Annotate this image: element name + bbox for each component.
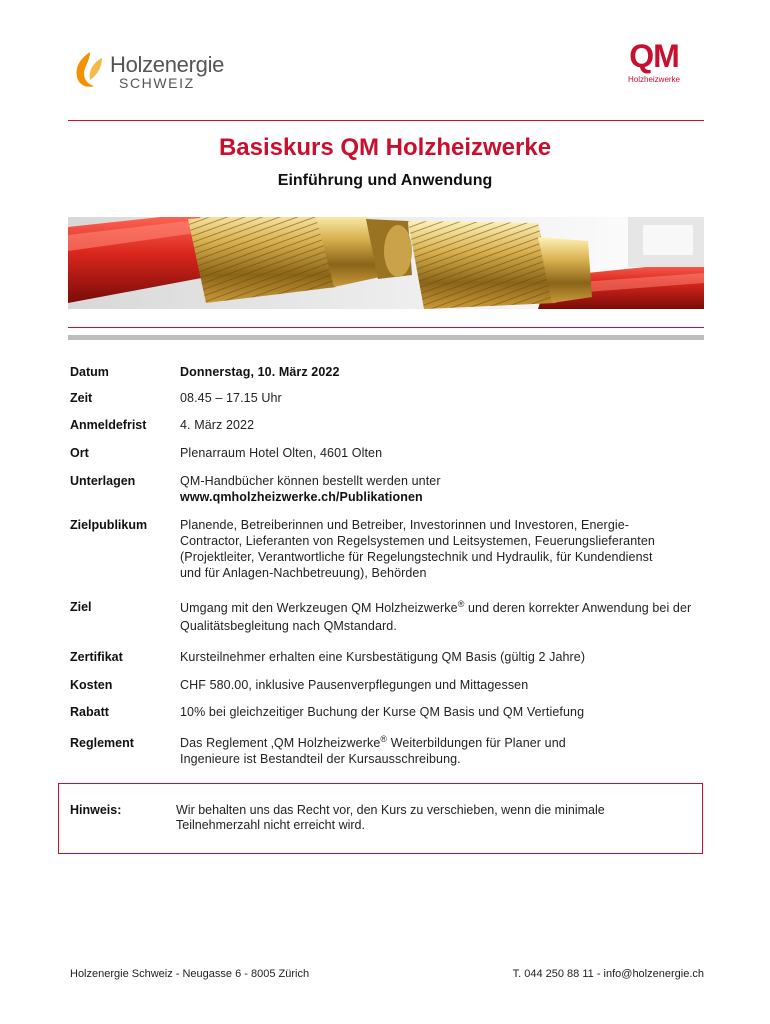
detail-value: 08.45 – 17.15 Uhr: [180, 391, 282, 405]
detail-text: und deren korrekter Anwendung bei der Qualitätsbegleitung nach QMstandard.: [180, 601, 692, 633]
detail-value: Kursteilnehmer erhalten eine Kursbestätigung QM Basis (gültig 2 Jahre): [180, 650, 586, 664]
detail-value: Plenarraum Hotel Olten, 4601 Olten: [180, 446, 383, 460]
detail-value: 10% bei gleichzeitiger Buchung der Kurse QM Basis und QM Vertiefung: [180, 705, 585, 719]
flame-leaf-icon: [72, 50, 108, 88]
detail-label: Anmeldefrist: [70, 418, 147, 432]
detail-label: Reglement: [70, 736, 134, 750]
detail-text: QM-Handbücher können bestellt werden unter: [180, 474, 441, 488]
detail-value: [180, 735, 600, 767]
detail-text: Umgang mit den Werkzeugen QM Holzheizwerke: [180, 601, 458, 615]
qm-logo-subtitle: Holzheizwerke: [627, 75, 681, 84]
registered-mark: ®: [380, 733, 388, 744]
detail-label: Kosten: [70, 678, 113, 692]
registered-mark: ®: [457, 598, 465, 609]
detail-label: Ort: [70, 446, 89, 460]
detail-label: Zielpublikum: [70, 518, 148, 532]
header-photo: [68, 217, 704, 309]
detail-label: Zeit: [70, 391, 93, 405]
cable-connector-image: [68, 217, 704, 309]
detail-value: [180, 473, 710, 505]
detail-value: 4. März 2022: [180, 418, 255, 432]
detail-value: Planende, Betreiberinnen und Betreiber, Investorinnen und Investoren, Energie-Contractor, Lieferanten von Regelsystemen und Leitsystemen, Feuerungslieferanten (Projektleiter, Verantwortliche für Regelungstechnik und Hydraulik, für Kundendienst und für Anlagen-Nachbetreuung), Behörden: [180, 518, 655, 580]
detail-label: Zertifikat: [70, 650, 123, 664]
holzenergie-logo: [72, 50, 232, 92]
top-divider: [68, 120, 704, 121]
logo-name: Holzenergie: [110, 52, 225, 77]
page-title: Basiskurs QM Holzheizwerke: [218, 134, 552, 161]
detail-label: Ziel: [70, 600, 92, 614]
logo-subtitle: SCHWEIZ: [119, 75, 195, 91]
qm-logo: [622, 40, 686, 88]
publications-link[interactable]: www.qmholzheizwerke.ch/Publikationen: [180, 490, 423, 504]
bottom-divider: [68, 327, 704, 328]
detail-value: CHF 580.00, inklusive Pausenverpflegungen und Mittagessen: [180, 678, 529, 692]
detail-value: Donnerstag, 10. März 2022: [180, 365, 340, 379]
notice-box: [58, 783, 703, 854]
detail-text: Weiterbildungen für Planer und Ingenieure ist Bestandteil der Kursausschreibung.: [180, 736, 566, 766]
detail-text: Das Reglement ‚QM Holzheizwerke: [180, 736, 381, 750]
detail-value: [180, 599, 710, 635]
notice-text: Wir behalten uns das Recht vor, den Kurs zu verschieben, wenn die minimale Teilnehmerzahl nicht erreicht wird.: [176, 803, 605, 832]
grey-separator-bar: [68, 335, 704, 340]
page-subtitle: Einführung und Anwendung: [277, 172, 493, 189]
footer-address: Holzenergie Schweiz - Neugasse 6 - 8005 Zürich: [70, 968, 310, 980]
footer-contact: T. 044 250 88 11 - info@holzenergie.ch: [512, 968, 704, 980]
detail-label: Rabatt: [70, 705, 109, 719]
detail-label: Unterlagen: [70, 474, 136, 488]
detail-label: Datum: [70, 365, 109, 379]
notice-label: Hinweis:: [70, 803, 122, 817]
qm-mark: QM: [629, 38, 679, 74]
